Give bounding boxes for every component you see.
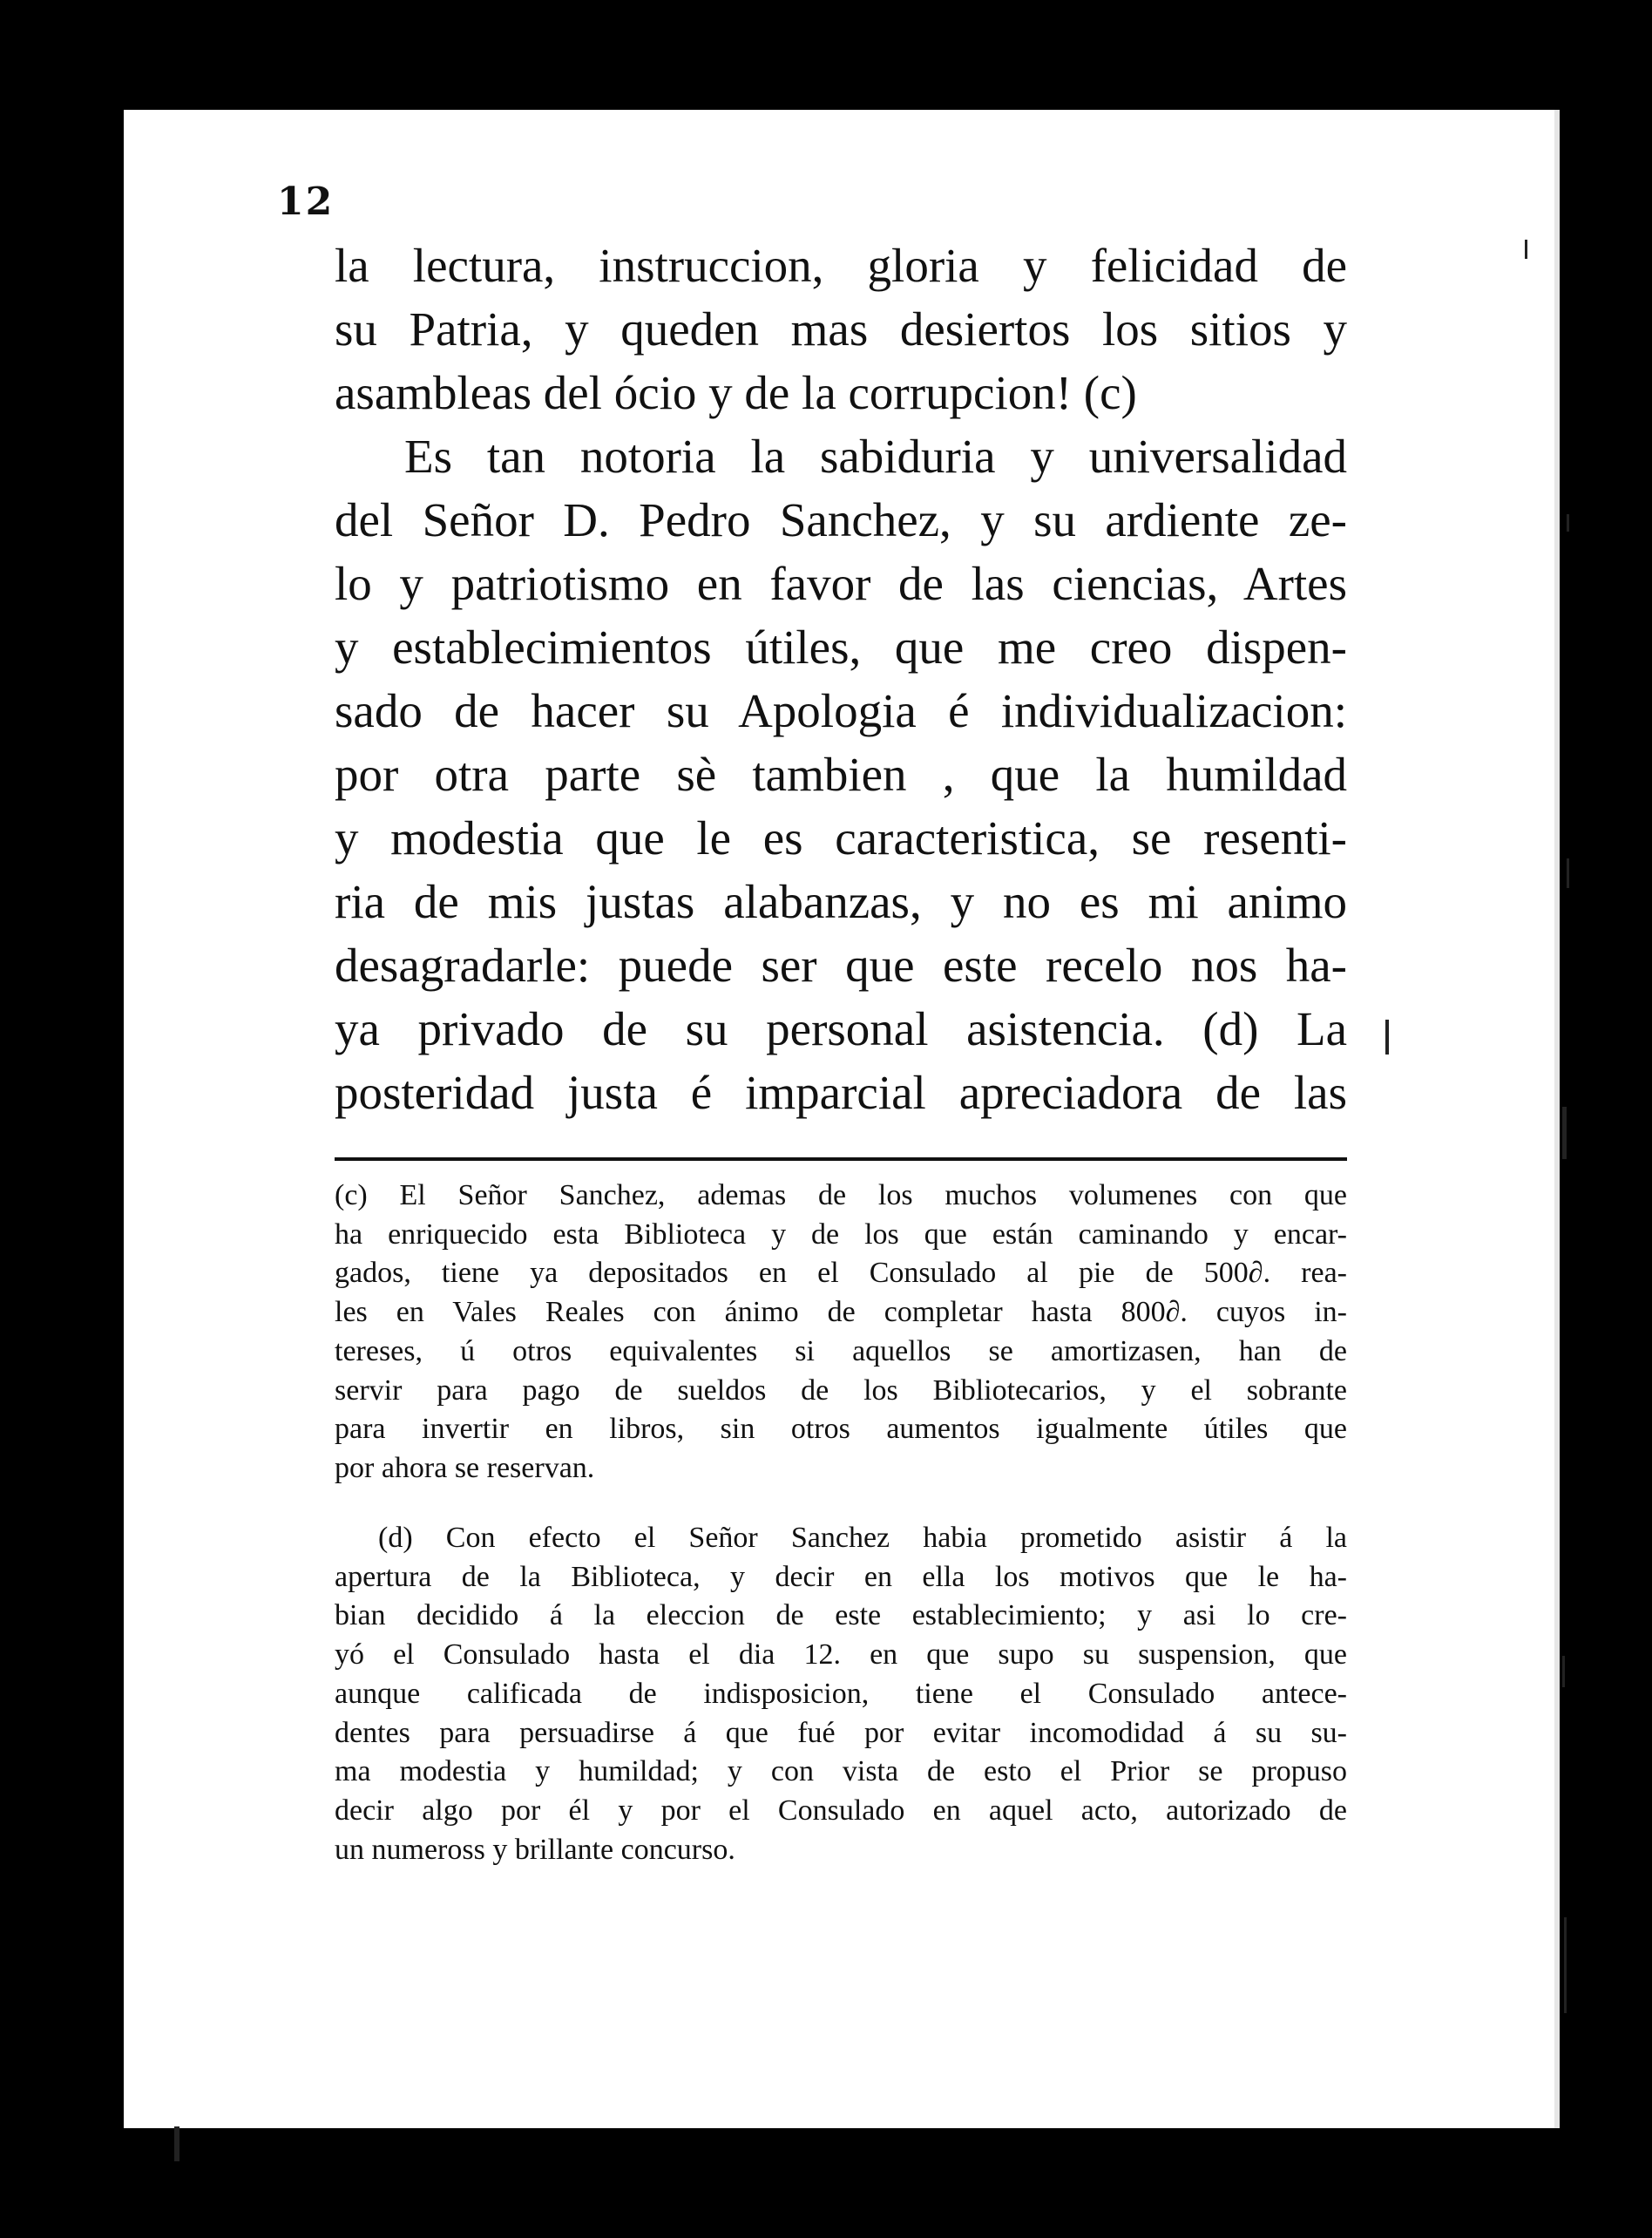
footnote-line: (c) El Señor Sanchez, ademas de los muchos volumenes con que <box>335 1179 1347 1211</box>
footnote-line: decir algo por él y por el Consulado en aquel acto, autorizado de <box>335 1794 1347 1827</box>
footnote-line: apertura de la Biblioteca, y decir en ella los motivos que le ha- <box>335 1560 1347 1593</box>
footnote-line: aunque calificada de indisposicion, tiene el Consulado antece- <box>335 1677 1347 1710</box>
text-line: sado de hacer su Apologia é individualizacion: <box>335 684 1347 737</box>
footnote-line: para invertir en libros, sin otros aumentos igualmente útiles que <box>335 1413 1347 1446</box>
text-line: asambleas del ócio y de la corrupcion! (c) <box>335 366 1137 419</box>
text-line: del Señor D. Pedro Sanchez, y su ardiente ze- <box>335 493 1347 546</box>
bleed-mark <box>1567 858 1569 888</box>
text-line: y establecimientos útiles, que me creo dispen- <box>335 621 1347 674</box>
footnote-line: yó el Consulado hasta el dia 12. en que supo su suspension, que <box>335 1638 1347 1672</box>
footnote-line: por ahora se reservan. <box>335 1451 595 1484</box>
text-line: ria de mis justas alabanzas, y no es mi animo <box>335 875 1347 928</box>
text-line: desagradarle: puede ser que este recelo nos ha- <box>335 939 1347 992</box>
main-text <box>335 234 1347 1124</box>
text-line: y modestia que le es caracteristica, se resenti- <box>335 811 1347 865</box>
footnote-line: servir para pago de sueldos de los Bibliotecarios, y el sobrante <box>335 1373 1347 1407</box>
bleed-mark <box>1525 240 1527 259</box>
footnote-line: (d) Con efecto el Señor Sanchez habia prometido asistir á la <box>378 1522 1347 1554</box>
footnote-line: tereses, ú otros equivalentes si aquellos se amortizasen, han de <box>335 1334 1347 1367</box>
footnote-line: les en Vales Reales con ánimo de completar hasta 800∂. cuyos in- <box>335 1296 1347 1329</box>
footnote-c <box>335 1177 1347 1489</box>
bleed-mark <box>1562 1656 1565 1687</box>
footnote-divider <box>335 1157 1347 1161</box>
bleed-mark <box>1564 1917 1567 2013</box>
text-line: posteridad justa é imparcial apreciadora de las <box>335 1066 1347 1119</box>
text-line: la lectura, instruccion, gloria y felicidad de <box>335 239 1347 292</box>
text-line: ya privado de su personal asistencia. (d) La <box>335 1002 1347 1055</box>
bleed-mark <box>1567 514 1569 532</box>
text-line: por otra parte sè tambien , que la humildad <box>335 748 1347 801</box>
bleed-mark <box>1562 1107 1567 1159</box>
text-line: lo y patriotismo en favor de las ciencias, Artes <box>335 557 1347 610</box>
footnote-line: un numeross y brillante concurso. <box>335 1833 735 1866</box>
bleed-mark <box>1385 1020 1389 1055</box>
page-number: 12 <box>277 180 335 224</box>
text-line: su Patria, y queden mas desiertos los sitios y <box>335 302 1347 356</box>
footnote-line: ha enriquecido esta Biblioteca y de los que están caminando y encar- <box>335 1217 1347 1251</box>
footnote-line: ma modestia y humildad; y con vista de esto el Prior se propuso <box>335 1755 1347 1788</box>
footnote-line: gados, tiene ya depositados en el Consulado al pie de 500∂. rea- <box>335 1257 1347 1290</box>
text-line: Es tan notoria la sabiduria y universalidad <box>404 430 1347 483</box>
bleed-mark <box>174 2126 179 2161</box>
footnote-line: bian decidido á la eleccion de este establecimiento; y asi lo cre- <box>335 1599 1347 1632</box>
footnote-d <box>335 1519 1347 1869</box>
footnote-line: dentes para persuadirse á que fué por evitar incomodidad á su su- <box>335 1716 1347 1749</box>
